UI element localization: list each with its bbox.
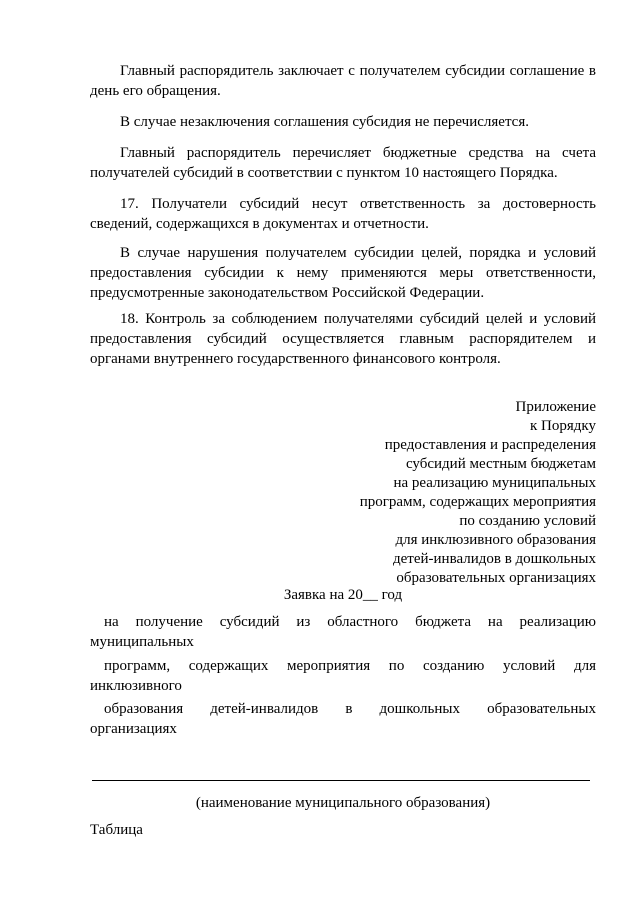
appendix-line: предоставления и распределения [384, 437, 596, 453]
paragraph-17: 17. Получатели субсидий несут ответственность за достоверность сведений, содержащихся в документах и отчетности. [90, 196, 596, 232]
table-label: Таблица [90, 822, 143, 838]
appendix-line: образовательных организациях [396, 570, 596, 586]
paragraph-violation: В случае нарушения получателем субсидии целей, порядка и условий предоставления субсидии к нему применяются меры ответственности, предусмотренные законодательством Российской Федерации. [90, 245, 596, 301]
application-subtitle-line-2 [90, 656, 596, 696]
appendix-line: Приложение [515, 399, 596, 415]
application-subtitle-line-3 [90, 699, 596, 739]
application-line-text: на получение субсидий из областного бюджета на реализацию [104, 614, 596, 630]
municipality-blank-line [92, 780, 590, 781]
application-line-continuation: инклюзивного [90, 678, 182, 694]
paragraph-transfer: Главный распорядитель перечисляет бюджетные средства на счета получателей субсидий в соответствии с пунктом 10 настоящего Порядка. [90, 145, 596, 181]
appendix-line: субсидий местным бюджетам [405, 456, 596, 472]
paragraph-no-agreement: В случае незаключения соглашения субсидия не перечисляется. [120, 114, 529, 130]
paragraph-18: 18. Контроль за соблюдением получателями субсидий целей и условий предоставления субсидий осуществляется главным распорядителем и органами внутреннего государственного финансового контроля. [90, 311, 596, 367]
paragraph-agreement: Главный распорядитель заключает с получателем субсидии соглашение в день его обращения. [90, 63, 596, 99]
application-title: Заявка на 20__ год [283, 587, 403, 603]
appendix-line: для инклюзивного образования [395, 532, 596, 548]
application-line-continuation: организациях [90, 721, 177, 737]
appendix-line: по созданию условий [459, 513, 596, 529]
application-line-text: образования детей-инвалидов в дошкольных образовательных [104, 701, 596, 717]
application-line-continuation: муниципальных [90, 634, 194, 650]
application-line-text: программ, содержащих мероприятия по созданию условий для [104, 658, 596, 674]
appendix-line: к Порядку [530, 418, 596, 434]
municipality-caption: (наименование муниципального образования) [195, 795, 491, 811]
appendix-header [296, 398, 596, 588]
appendix-line: программ, содержащих мероприятия [359, 494, 596, 510]
appendix-line: детей-инвалидов в дошкольных [392, 551, 596, 567]
application-subtitle-line-1 [90, 612, 596, 652]
appendix-line: на реализацию муниципальных [393, 475, 596, 491]
